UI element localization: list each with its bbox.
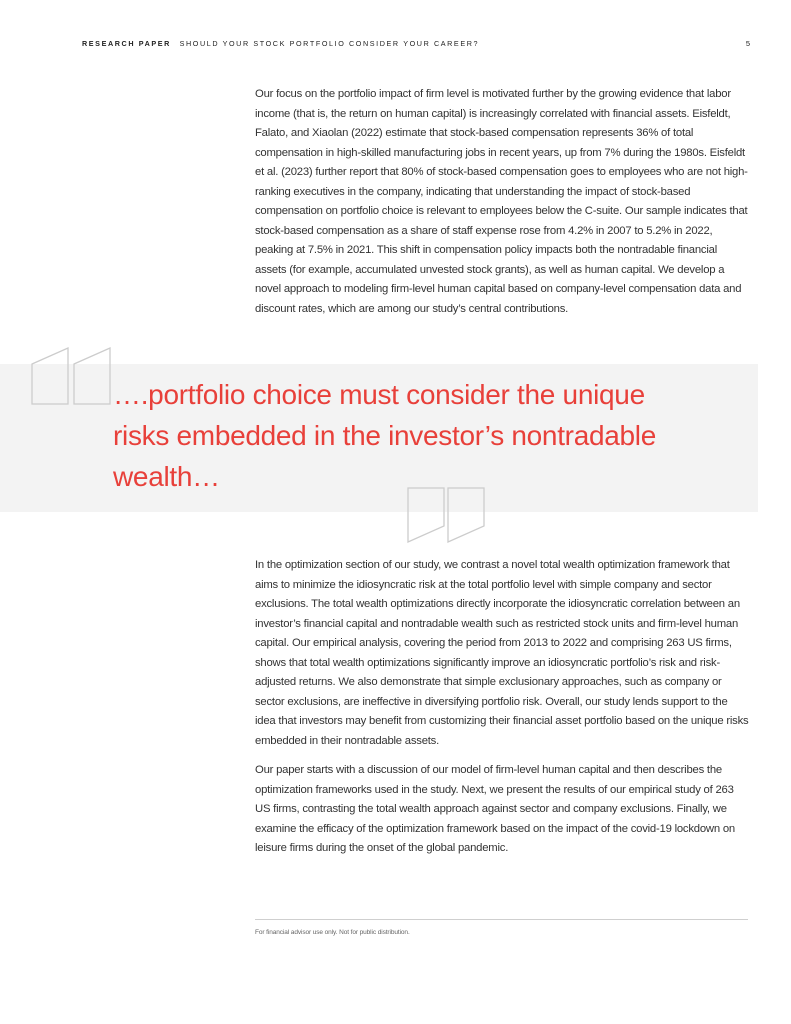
footer-divider <box>255 919 748 920</box>
page-number: 5 <box>745 39 750 48</box>
paragraph: In the optimization section of our study, we contrast a novel total wealth optimization framework that aims to minimize the idiosyncratic risk at the total portfolio level with simple company and sector exclusions. The total wealth optimizations directly incorporate the idiosyncratic correlation between an investor’s financial capital and nontradable wealth such as restricted stock units and firm-level human capital. Our empirical analysis, covering the period from 2013 to 2022 and comprising 263 US firms, shows that total wealth optimizations significantly improve an idiosyncratic portfolio’s risk and risk-adjusted returns. We also demonstrate that simple exclusionary approaches, such as company or sector exclusions, are ineffective in diversifying portfolio risk. Overall, our study lends support to the idea that investors may benefit from customizing their financial asset portfolio based on the unique risks embedded in their nontradable assets. <box>255 559 749 747</box>
header-label: RESEARCH PAPER <box>82 39 171 48</box>
footer-disclaimer: For financial advisor use only. Not for public distribution. <box>255 929 410 936</box>
close-quote-icon <box>406 486 488 544</box>
paragraph: Our paper starts with a discussion of our model of firm-level human capital and then describes the optimization frameworks used in the study. Next, we present the results of our empirical study of 263 US firms, contrasting the total wealth approach against sector and company exclusions. Finally, we examine the efficacy of the optimization framework based on the impact of the covid-19 lockdown on leisure firms during the onset of the global pandemic. <box>255 764 735 854</box>
paragraph: Our focus on the portfolio impact of firm level is motivated further by the growing evidence that labor income (that is, the return on human capital) is increasingly correlated with financial assets. Eisfeldt, Falato, and Xiaolan (2022) estimate that stock-based compensation represents 36% of total compensation in high-skilled manufacturing jobs in recent years, up from 7% during the 1980s. Eisfeldt et al. (2023) further report that 80% of stock-based compensation goes to employees who are not high-ranking executives in the company, indicating that understanding the impact of stock-based compensation on portfolio choice is relevant to employees below the C-suite. Our sample indicates that stock-based compensation as a share of staff expense rose from 4.2% in 2007 to 5.2% in 2022, peaking at 7.5% in 2021. This shift in compensation policy impacts both the nontradable financial assets (for example, accumulated unvested stock grants), as well as human capital. We develop a novel approach to modeling firm-level human capital based on company-level compensation data and discount rates, which are among our study’s central contributions. <box>255 88 748 315</box>
body-section-bottom <box>255 556 750 869</box>
open-quote-icon <box>30 346 114 408</box>
pull-quote: ….portfolio choice must consider the unique risks embedded in the investor’s nontradable wealth… <box>113 379 656 492</box>
header-title: SHOULD YOUR STOCK PORTFOLIO CONSIDER YOUR CAREER? <box>179 39 480 48</box>
body-section-top <box>255 85 750 329</box>
page-header <box>82 39 750 53</box>
